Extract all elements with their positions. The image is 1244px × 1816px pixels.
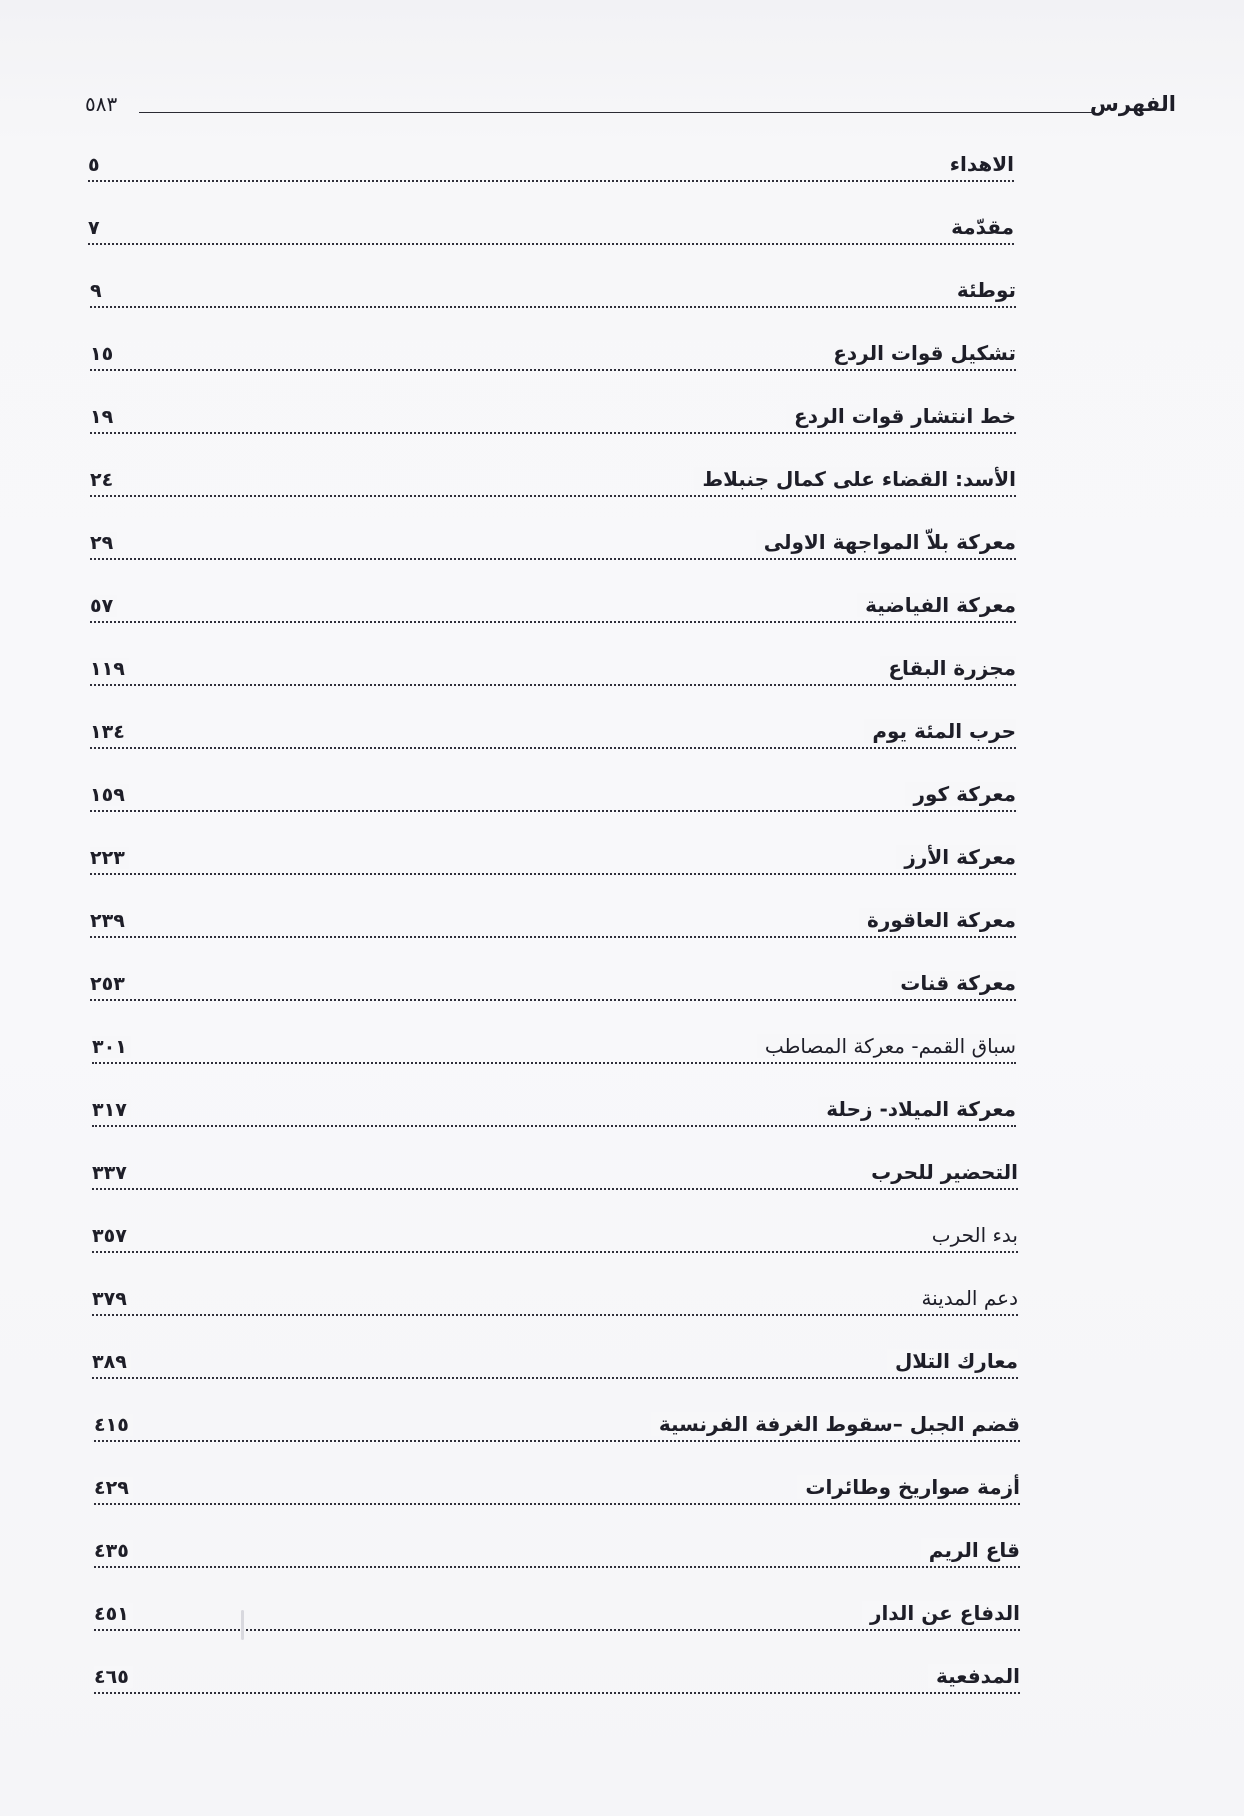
dot-leader: [94, 1566, 1020, 1568]
dot-leader: [92, 1251, 1018, 1253]
table-of-contents: [0, 152, 1244, 1712]
scan-mark: [241, 1610, 244, 1640]
dot-leader: [90, 873, 1016, 875]
toc-entry: [90, 845, 1016, 881]
toc-entry-page: ٩: [90, 280, 106, 302]
dot-leader: [90, 684, 1016, 686]
dot-leader: [90, 369, 1016, 371]
dot-leader: [90, 747, 1016, 749]
index-heading: الفهرس: [1089, 92, 1176, 116]
toc-entry: [90, 971, 1016, 1007]
toc-entry: [92, 1349, 1018, 1385]
toc-entry-page: ٢٤: [90, 469, 117, 491]
toc-entry: [90, 530, 1016, 566]
toc-entry-page: ٣٨٩: [92, 1351, 131, 1373]
toc-entry-page: ٣٧٩: [92, 1288, 131, 1310]
toc-entry-title: توطئة: [949, 278, 1016, 302]
toc-entry-page: ٤٣٥: [94, 1540, 133, 1562]
toc-entry: [94, 1601, 1020, 1637]
dot-leader: [94, 1692, 1020, 1694]
toc-entry-page: ٥٧: [90, 595, 117, 617]
dot-leader: [88, 243, 1014, 245]
toc-entry-page: ٤٢٩: [94, 1477, 133, 1499]
toc-entry: [90, 467, 1016, 503]
dot-leader: [90, 810, 1016, 812]
toc-entry-title: معركة بلاّ المواجهة الاولى: [756, 530, 1016, 554]
toc-entry-title: سباق القمم- معركة المصاطب: [757, 1034, 1016, 1058]
dot-leader: [90, 621, 1016, 623]
toc-entry-title: معركة الفياضية: [857, 593, 1016, 617]
toc-entry: [92, 1286, 1018, 1322]
toc-entry-title: أزمة صواريخ وطائرات: [797, 1475, 1020, 1499]
page-header: [85, 88, 1176, 128]
toc-entry: [94, 1538, 1020, 1574]
toc-entry-title: مجزرة البقاع: [880, 656, 1016, 680]
toc-entry-page: ٤١٥: [94, 1414, 133, 1436]
toc-entry-page: ٤٥١: [94, 1603, 133, 1625]
page-number: ٥٨٣: [85, 92, 118, 116]
toc-entry-page: ١٥: [90, 343, 117, 365]
toc-entry-page: ٣٠١: [92, 1036, 131, 1058]
toc-entry-title: حرب المئة يوم: [864, 719, 1016, 743]
toc-entry-title: معارك التلال: [887, 1349, 1018, 1373]
toc-entry-page: ٢٩: [90, 532, 117, 554]
toc-entry-page: ١٣٤: [90, 721, 129, 743]
toc-entry-title: قضم الجبل –سقوط الغرفة الفرنسية: [651, 1412, 1020, 1436]
toc-entry-page: ١١٩: [90, 658, 129, 680]
toc-entry-title: بدء الحرب: [924, 1223, 1018, 1247]
dot-leader: [94, 1503, 1020, 1505]
toc-entry-title: معركة كور: [905, 782, 1016, 806]
toc-entry-title: خط انتشار قوات الردع: [786, 404, 1016, 428]
toc-entry: [92, 1223, 1018, 1259]
toc-entry: [90, 908, 1016, 944]
toc-entry: [92, 1097, 1016, 1133]
toc-entry: [92, 1160, 1018, 1196]
toc-entry-title: تشكيل قوات الردع: [825, 341, 1016, 365]
toc-entry-title: الدفاع عن الدار: [862, 1601, 1020, 1625]
toc-entry-page: ٢٢٣: [90, 847, 129, 869]
toc-entry-title: معركة الميلاد- زحلة: [818, 1097, 1016, 1121]
toc-entry-title: مقدّمة: [943, 215, 1014, 239]
toc-entry: [94, 1412, 1020, 1448]
toc-entry-title: معركة قنات: [892, 971, 1016, 995]
dot-leader: [88, 180, 1014, 182]
dot-leader: [92, 1314, 1018, 1316]
toc-entry-page: ٣٣٧: [92, 1162, 131, 1184]
toc-entry: [90, 593, 1016, 629]
toc-entry-title: معركة الأرز: [896, 845, 1016, 869]
dot-leader: [92, 1125, 1016, 1127]
dot-leader: [90, 432, 1016, 434]
toc-entry-page: ٢٣٩: [90, 910, 129, 932]
dot-leader: [92, 1377, 1018, 1379]
toc-entry: [88, 152, 1014, 188]
toc-entry-title: قاع الريم: [921, 1538, 1020, 1562]
toc-entry: [90, 278, 1016, 314]
toc-entry: [90, 404, 1016, 440]
toc-entry-title: المدفعية: [928, 1664, 1020, 1688]
dot-leader: [92, 1062, 1016, 1064]
toc-entry-page: ٢٥٣: [90, 973, 129, 995]
toc-entry-page: ٣٥٧: [92, 1225, 131, 1247]
dot-leader: [92, 1188, 1018, 1190]
toc-entry: [90, 719, 1016, 755]
toc-entry: [90, 341, 1016, 377]
toc-entry-title: دعم المدينة: [913, 1286, 1018, 1310]
toc-entry-page: ٧: [88, 217, 104, 239]
dot-leader: [90, 558, 1016, 560]
dot-leader: [90, 936, 1016, 938]
toc-entry: [94, 1475, 1020, 1511]
dot-leader: [94, 1629, 1020, 1631]
toc-entry-title: الأسد: القضاء على كمال جنبلاط: [694, 467, 1016, 491]
toc-entry: [94, 1664, 1020, 1700]
toc-entry: [90, 656, 1016, 692]
toc-entry: [92, 1034, 1016, 1070]
toc-entry: [88, 215, 1014, 251]
header-rule: [139, 112, 1092, 113]
toc-entry-title: الاهداء: [942, 152, 1014, 176]
toc-entry-page: ١٥٩: [90, 784, 129, 806]
toc-entry-title: التحضير للحرب: [863, 1160, 1018, 1184]
toc-entry-page: ٤٦٥: [94, 1666, 133, 1688]
toc-entry-page: ١٩: [90, 406, 117, 428]
dot-leader: [90, 306, 1016, 308]
toc-entry-title: معركة العاقورة: [859, 908, 1016, 932]
dot-leader: [90, 999, 1016, 1001]
dot-leader: [94, 1440, 1020, 1442]
dot-leader: [90, 495, 1016, 497]
toc-entry-page: ٥: [88, 154, 104, 176]
toc-entry-page: ٣١٧: [92, 1099, 131, 1121]
toc-entry: [90, 782, 1016, 818]
